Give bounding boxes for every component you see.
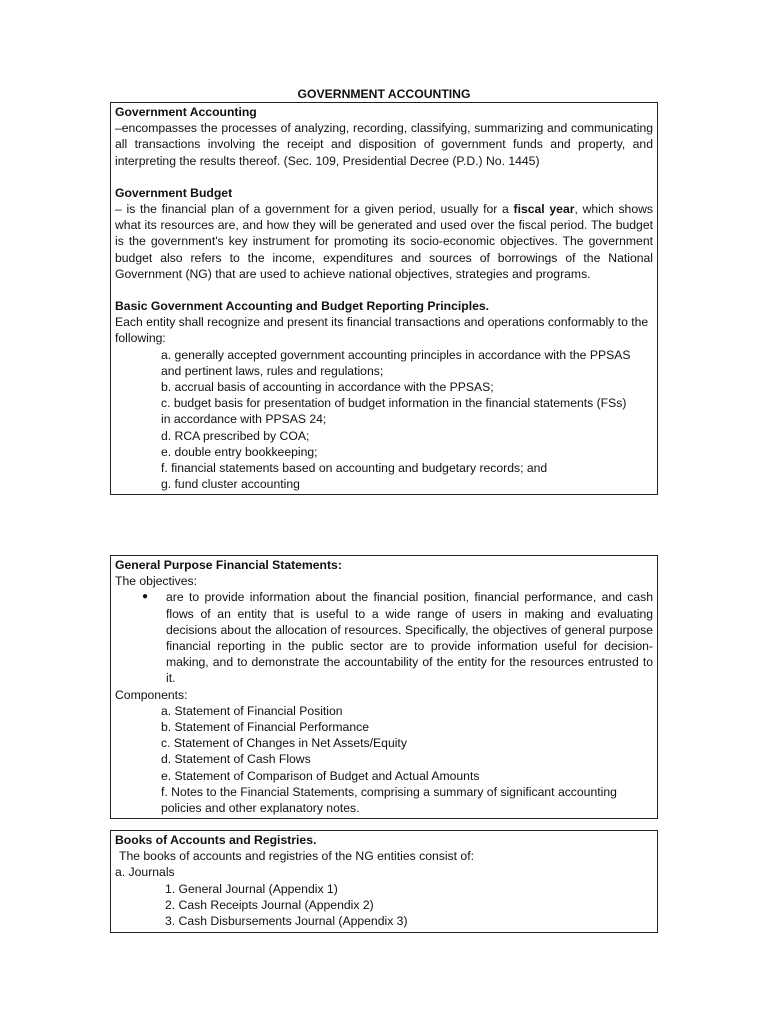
principle-item: a. generally accepted government accounting principles in accordance with the PPSAS — [161, 347, 631, 362]
objective-text: are to provide information about the financial position, financial performance, and cash flows of an entity that is useful to a wide range of users in making and evaluating decisions about the allocation of resources. Specifically, the objectives of general purpose financial reporting in the public sector are to provide information useful for decision-making, and to demonstrate the accountability of the entity for the resources entrusted to it. — [166, 590, 653, 686]
section-books-of-accounts — [110, 830, 658, 933]
component-item: d. Statement of Cash Flows — [161, 752, 311, 767]
objectives-label: The objectives: — [115, 574, 197, 589]
spacer — [115, 169, 653, 185]
budget-text — [115, 201, 653, 282]
budget-text-part2: , which shows what its resources are, and how they will be generated and used over the fiscal period. The budget is the government's key instrument for promoting its socio-economic objectives. The government budget also refers to the income, expenditures and sources of borrowings of the National Government (NG) that are used to achieve national objectives, strategies and programs. — [115, 202, 653, 281]
journal-item: 2. Cash Receipts Journal (Appendix 2) — [165, 897, 374, 912]
component-item: e. Statement of Comparison of Budget and Actual Amounts — [161, 768, 480, 783]
spacer — [115, 282, 653, 298]
principle-item: and pertinent laws, rules and regulations; — [161, 363, 384, 378]
section-financial-statements — [110, 555, 658, 819]
section-heading: Books of Accounts and Registries. — [115, 833, 317, 847]
components-list — [115, 703, 653, 816]
bullet-icon: ● — [142, 591, 149, 603]
section-heading: Government Accounting — [115, 105, 257, 119]
principles-list — [115, 347, 653, 493]
component-item: c. Statement of Changes in Net Assets/Equity — [161, 736, 407, 751]
books-intro: The books of accounts and registries of the NG entities consist of: — [119, 849, 474, 864]
principles-heading: Basic Government Accounting and Budget Reporting Principles. — [115, 299, 490, 314]
section-government-accounting — [110, 102, 658, 495]
principle-item: in accordance with PPSAS 24; — [161, 412, 327, 427]
journal-item: 1. General Journal (Appendix 1) — [165, 881, 338, 896]
objective-bullet-item — [115, 589, 653, 686]
document-title: GOVERNMENT ACCOUNTING — [297, 87, 471, 101]
principle-item: b. accrual basis of accounting in accordance with the PPSAS; — [161, 380, 494, 395]
budget-text-part1: – is the financial plan of a government for a given period, usually for a — [115, 202, 514, 217]
component-item: f. Notes to the Financial Statements, comprising a summary of significant accounting policies and other explanatory notes. — [161, 784, 617, 816]
principle-item: c. budget basis for presentation of budget information in the financial statements (FSs) — [161, 396, 627, 411]
journal-item: 3. Cash Disbursements Journal (Appendix 3) — [165, 914, 408, 929]
budget-text-bold: fiscal year — [513, 202, 575, 217]
journals-label: a. Journals — [115, 865, 175, 880]
principle-item: e. double entry bookkeeping; — [161, 444, 318, 459]
components-label: Components: — [115, 687, 188, 702]
principle-item: g. fund cluster accounting — [161, 477, 300, 492]
principle-item: f. financial statements based on accounting and budgetary records; and — [161, 461, 548, 476]
principles-intro: Each entity shall recognize and present its financial transactions and operations conformably to the following: — [115, 315, 649, 346]
budget-heading: Government Budget — [115, 185, 233, 200]
component-item: b. Statement of Financial Performance — [161, 720, 369, 735]
component-item: a. Statement of Financial Position — [161, 703, 343, 718]
principle-item: d. RCA prescribed by COA; — [161, 428, 310, 443]
section-heading: General Purpose Financial Statements: — [115, 558, 342, 572]
journals-list — [115, 881, 653, 930]
definition-text: –encompasses the processes of analyzing, recording, classifying, summarizing and communicating all transactions involving the receipt and disposition of government funds and property, and interpreting the results thereof. (Sec. 109, Presidential Decree (P.D.) No. 1445) — [115, 121, 653, 168]
